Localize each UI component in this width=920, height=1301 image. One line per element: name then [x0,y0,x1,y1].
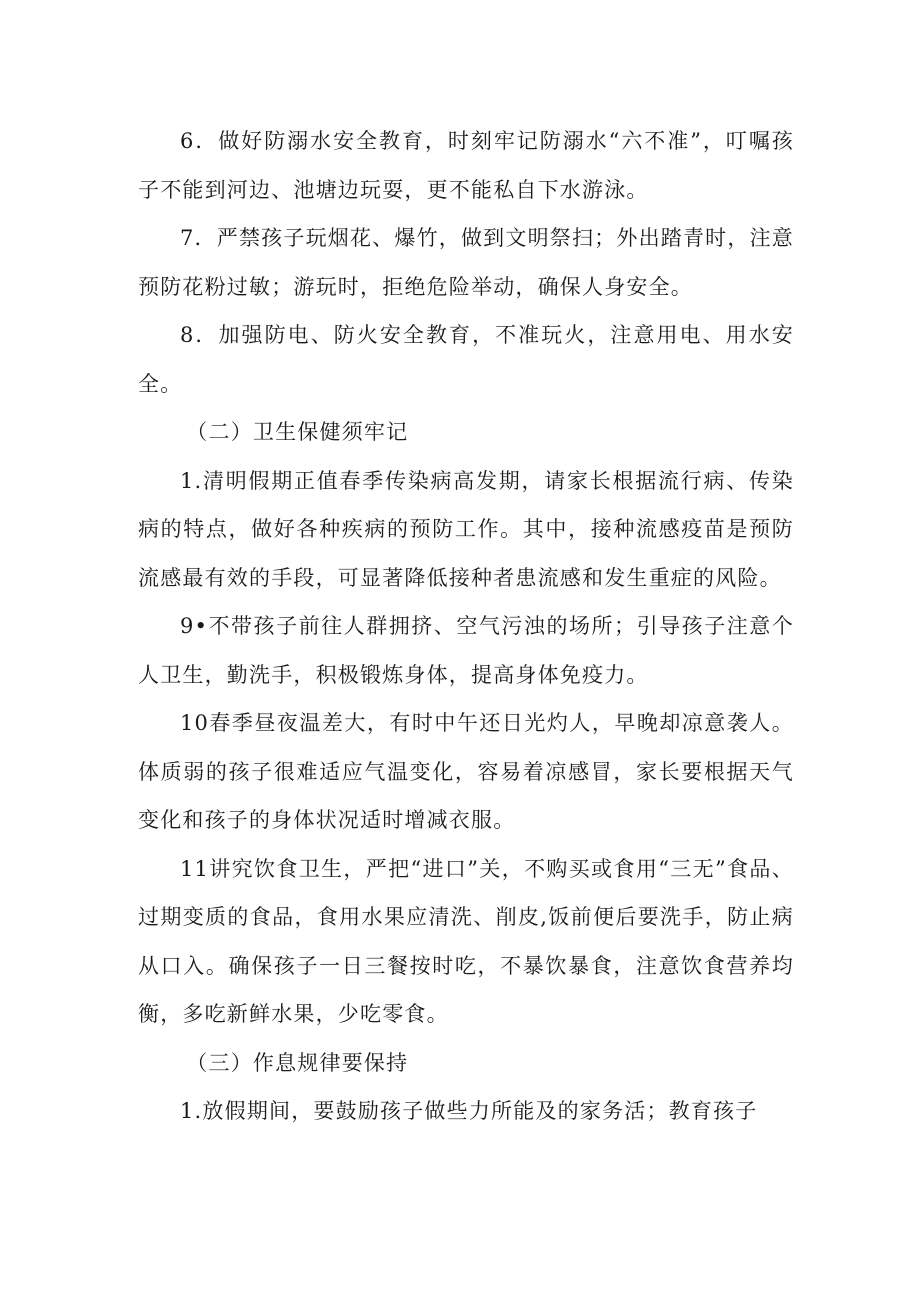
document-body [138,117,794,1136]
paragraph-fireworks-outing: 7．严禁孩子玩烟花、爆竹，做到文明祭扫；外出踏青时，注意预防花粉过敏；游玩时，拒绝危险举动，确保人身安全。 [138,226,794,299]
paragraph-food-hygiene: 11讲究饮食卫生，严把“进口”关，不购买或食用“三无”食品、过期变质的食品，食用水果应清洗、削皮,饭前便后要洗手，防止病从口入。确保孩子一日三餐按时吃，不暴饮暴食，注意饮食营养均衡，多吃新鲜水果，少吃零食。 [138,856,794,1026]
paragraph-infectious-disease: 1.清明假期正值春季传染病高发期，请家长根据流行病、传染病的特点，做好各种疾病的预防工作。其中，接种流感疫苗是预防流感最有效的手段，可显著降低接种者患流感和发生重症的风险。 [138,468,794,590]
paragraph-housework: 1.放假期间，要鼓励孩子做些力所能及的家务活；教育孩子 [180,1099,758,1123]
section-heading-hygiene: （二）卫生保健须牢记 [186,420,409,444]
paragraph-electric-fire-safety: 8．加强防电、防火安全教育，不准玩火，注意用电、用水安全。 [138,323,794,396]
paragraph-temperature-clothing: 10春季昼夜温差大，有时中午还日光灼人，早晚却凉意袭人。体质弱的孩子很难适应气温变化，容易着凉感冒，家长要根据天气变化和孩子的身体状况适时增减衣服。 [138,711,794,832]
paragraph-crowds-hygiene: 9•不带孩子前往人群拥挤、空气污浊的场所；引导孩子注意个人卫生，勤洗手，积极锻炼身体，提高身体免疫力。 [138,614,794,687]
paragraph-drowning-safety: 6．做好防溺水安全教育，时刻牢记防溺水“六不准”，叮嘱孩子不能到河边、池塘边玩耍，更不能私自下水游泳。 [138,129,794,202]
section-heading-routine: （三）作息规律要保持 [186,1050,409,1075]
